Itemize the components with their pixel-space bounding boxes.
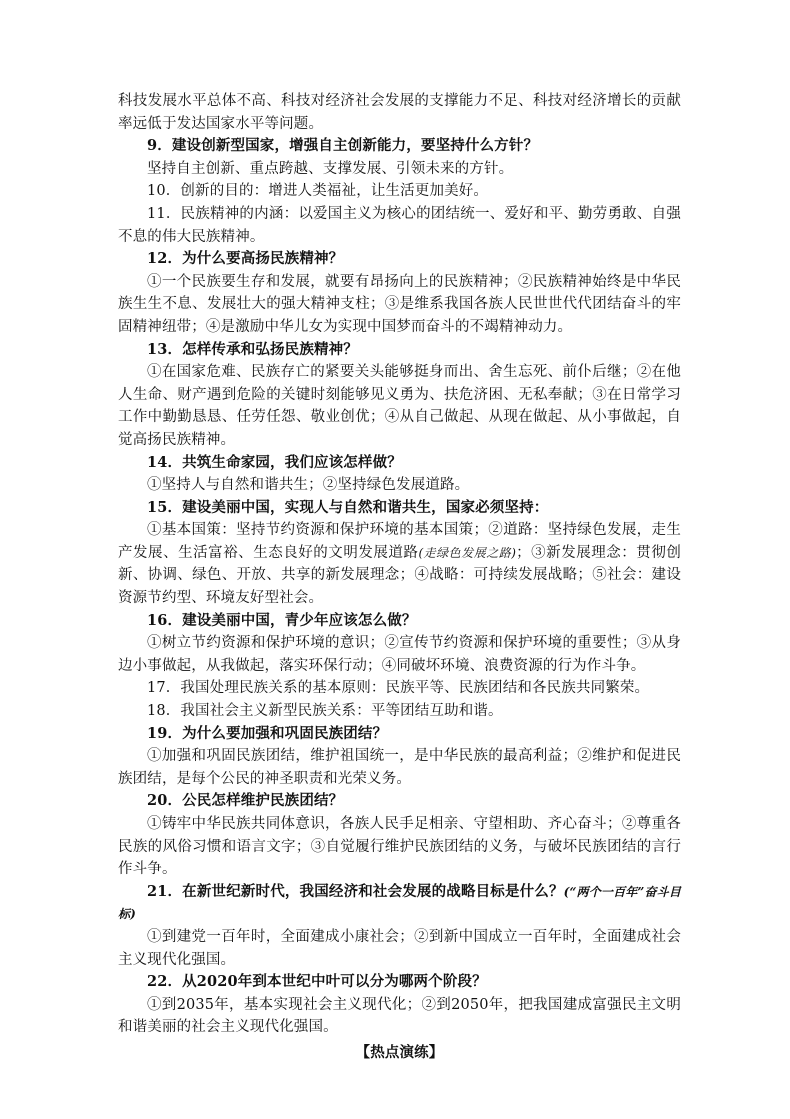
text-segment: 21．在新世纪新时代，我国经济和社会发展的战略目标是什么？ [147,882,564,900]
answer-paragraph: 17．我国处理民族关系的基本原则：民族平等、民族团结和各民族共同繁荣。 [147,680,650,697]
answer-paragraph: ①坚持人与自然和谐共生；②坚持绿色发展道路。 [147,477,470,494]
answer-paragraph: ①加强和巩固民族团结，维护祖国统一，是中华民族的最高利益；②维护和促进民族团结，是每个公民的神圣职责和光荣义务。 [118,748,681,787]
answer-paragraph: ①一个民族要生存和发展，就要有昂扬向上的民族精神；②民族精神始终是中华民族生生不息、发展壮大的强大精神支柱；③是维系我国各族人民世世代代团结奋斗的牢固精神纽带；④是激励中华儿女为实现中国梦而奋斗的不竭精神动力。 [118,273,681,335]
question-heading: 9．建设创新型国家，增强自主创新能力，要坚持什么方针？ [147,137,539,155]
question-heading [118,881,681,926]
answer-paragraph: ①到2035年，基本实现社会主义现代化；②到2050年，把我国建成富强民主文明和谐美丽的社会主义现代化强国。 [118,996,681,1036]
question-heading: 15．建设美丽中国，实现人与自然和谐共生，国家必须坚持： [147,498,549,516]
annotation-note: (“两个一百年”奋斗目标) [118,884,681,922]
answer-paragraph: 11．民族精神的内涵：以爱国主义为核心的团结统一、爱好和平、勤劳勇敢、自强不息的伟大民族精神。 [118,205,681,245]
question-heading: 16．建设美丽中国，青少年应该怎么做？ [147,611,417,629]
answer-paragraph: ①树立节约资源和保护环境的意识；②宣传节约资源和保护环境的重要性；③从身边小事做起，从我做起，落实环保行动；④同破坏环境、浪费资源的行为作斗争。 [118,635,681,674]
question-heading: 20．公民怎样维护民族团结？ [147,792,344,810]
question-heading: 19．为什么要加强和巩固民族团结？ [147,724,388,742]
answer-paragraph: 18．我国社会主义新型民族关系：平等团结互助和谐。 [147,703,503,720]
answer-paragraph: 10．创新的目的：增进人类福祉，让生活更加美好。 [147,183,489,200]
text-segment: ；③新发展理念：贯彻创新、协调、绿色、开放、共享的新发展理念；④战略：可持续发展战略；⑤社会：建设资源节约型、环境友好型社会。 [118,544,681,607]
question-heading: 13．怎样传承和弘扬民族精神？ [147,340,358,358]
answer-paragraph: ①到建党一百年时，全面建成小康社会；②到新中国成立一百年时，全面建成社会主义现代化强国。 [118,928,681,968]
question-heading: 14．共筑生命家园，我们应该怎样做？ [147,453,402,471]
answer-paragraph: ①铸牢中华民族共同体意识，各族人民手足相亲、守望相助、齐心奋斗；②尊重各民族的风俗习惯和语言文字；③自觉履行维护民族团结的义务，与破坏民族团结的言行作斗争。 [118,816,681,878]
annotation-note: (走绿色发展之路) [418,545,517,560]
text-segment: ①基本国策：坚持节约资源和保护环境的基本国策；②道路：坚持绿色发展，走生产发展、生活富裕、生态良好的文明发展道路 [118,522,681,561]
question-heading: 12．为什么要高扬民族精神？ [147,250,344,268]
question-heading: 22．从2020年到本世纪中叶可以分为哪两个阶段？ [147,973,487,991]
answer-paragraph: ①在国家危难、民族存亡的紧要关头能够挺身而出、舍生忘死、前仆后继；②在他人生命、财产遇到危险的关键时刻能够见义勇为、扶危济困、无私奉献；③在日常学习工作中勤勤恳恳、任劳任怨、敬业创优；④从自己做起、从现在做起、从小事做起，自觉高扬民族精神。 [118,364,681,448]
answer-paragraph: 坚持自主创新、重点跨越、支撑发展、引领未来的方针。 [147,160,514,177]
section-title: 【热点演练】 [355,1043,444,1061]
document-body [118,90,681,1065]
answer-paragraph [118,519,681,609]
answer-paragraph: 科技发展水平总体不高、科技对经济社会发展的支撑能力不足、科技对经济增长的贡献率远低于发达国家水平等问题。 [118,93,681,132]
